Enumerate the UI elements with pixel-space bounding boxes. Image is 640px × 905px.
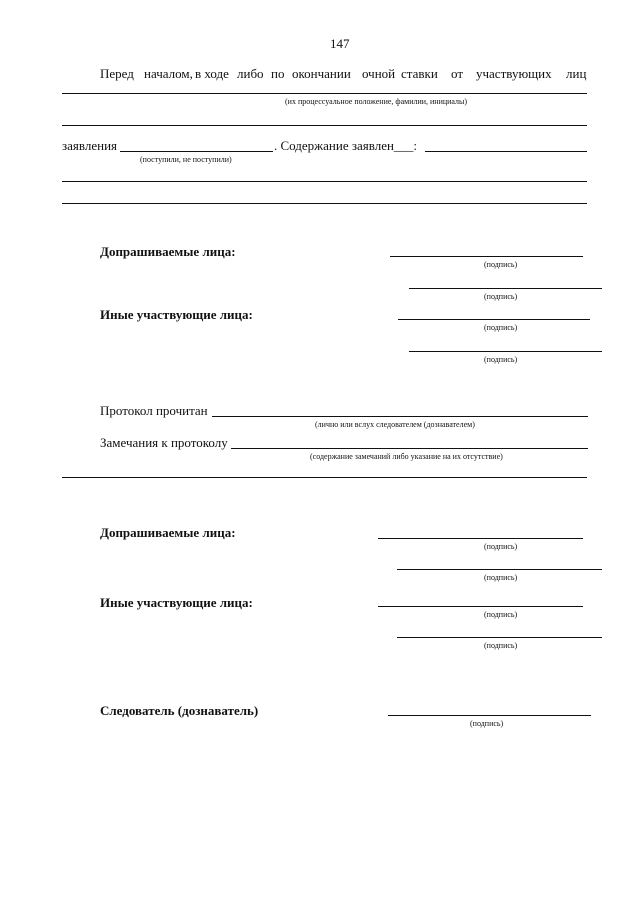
intro-word: по <box>271 66 285 81</box>
intro-word: лиц <box>566 66 587 81</box>
statements-label: заявления <box>62 138 118 153</box>
protocol-read-line <box>212 416 588 417</box>
signature-line <box>409 351 602 352</box>
remarks-line-2 <box>62 477 587 478</box>
intro-word: от <box>451 66 464 81</box>
signature-caption: (подпись) <box>484 610 518 619</box>
intro-word: участвующих <box>476 66 552 81</box>
investigator-signature-line <box>388 715 591 716</box>
protocol-read-label: Протокол прочитан <box>100 403 208 418</box>
statements-content-label: . Содержание заявлен___: <box>274 138 418 153</box>
signature-line <box>378 606 583 607</box>
interrogated-label: Допрашиваемые лица: <box>100 244 236 259</box>
participants-line-2 <box>62 125 587 126</box>
remarks-label: Замечания к протоколу <box>100 435 228 450</box>
intro-word: Перед <box>100 66 134 81</box>
signature-caption: (подпись) <box>484 573 518 582</box>
protocol-read-caption: (лично или вслух следователем (дознавателем) <box>315 420 475 429</box>
intro-word: либо <box>237 66 264 81</box>
intro-word: в ходе <box>195 66 229 81</box>
interrogated-label: Допрашиваемые лица: <box>100 525 236 540</box>
signature-line <box>409 288 602 289</box>
statements-caption: (поступили, не поступили) <box>140 155 232 164</box>
signature-caption: (подпись) <box>484 641 518 650</box>
signature-caption: (подпись) <box>484 355 518 364</box>
signature-line <box>397 637 602 638</box>
signature-line <box>378 538 583 539</box>
other-participants-label: Иные участвующие лица: <box>100 307 253 322</box>
other-participants-label: Иные участвующие лица: <box>100 595 253 610</box>
signature-line <box>398 319 590 320</box>
intro-word: началом, <box>144 66 193 81</box>
statements-content-line <box>425 151 587 152</box>
signature-line <box>397 569 602 570</box>
remarks-caption: (содержание замечаний либо указание на их отсутствие) <box>310 452 503 461</box>
signature-caption: (подпись) <box>484 292 518 301</box>
statements-line-1 <box>62 181 587 182</box>
signature-caption: (подпись) <box>484 260 518 269</box>
remarks-line <box>231 448 588 449</box>
intro-word: окончании <box>292 66 351 81</box>
signature-caption: (подпись) <box>484 323 518 332</box>
investigator-signature-caption: (подпись) <box>470 719 504 728</box>
signature-line <box>390 256 583 257</box>
statements-status-line <box>120 151 273 152</box>
participants-caption: (их процессуальное положение, фамилии, инициалы) <box>285 97 468 106</box>
investigator-label: Следователь (дознаватель) <box>100 703 259 718</box>
page-number: 147 <box>330 36 350 51</box>
participants-line-1 <box>62 93 587 94</box>
intro-word: ставки <box>401 66 438 81</box>
statements-line-2 <box>62 203 587 204</box>
signature-caption: (подпись) <box>484 542 518 551</box>
intro-word: очной <box>362 66 396 81</box>
